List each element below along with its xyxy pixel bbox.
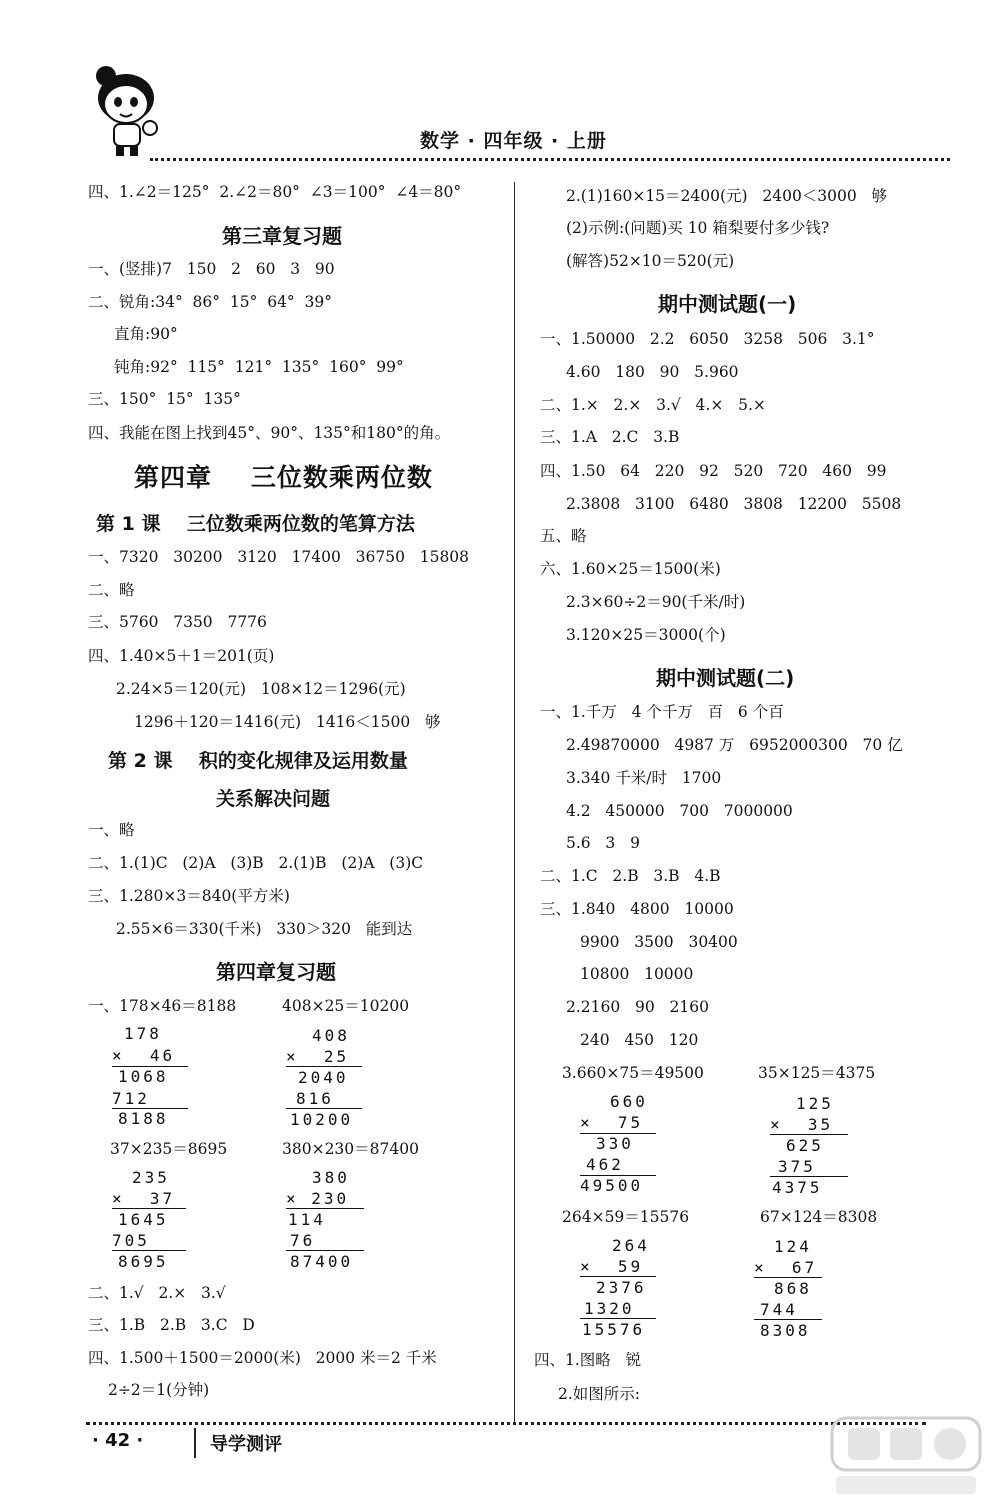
calc-row: 625: [786, 1136, 824, 1155]
calc-row: × 37: [112, 1189, 176, 1208]
calc-row: 264: [612, 1236, 650, 1255]
calc-row: 8308: [760, 1321, 811, 1340]
answer-line: 一、178×46＝8188: [88, 997, 237, 1015]
answer-line: 35×125＝4375: [758, 1064, 876, 1082]
calc-row: 10200: [290, 1110, 354, 1129]
answer-line: 三、150° 15° 135°: [88, 390, 241, 408]
answer-line: 四、我能在图上找到45°、90°、135°和180°的角。: [88, 424, 451, 442]
answer-line: 三、1.840 4800 10000: [540, 900, 734, 918]
answer-line: 2.(1)160×15＝2400(元) 2400＜3000 够: [566, 187, 888, 205]
watermark-logo-icon: [826, 1410, 986, 1500]
calc-row: × 46: [112, 1046, 176, 1065]
answer-line: 10800 10000: [580, 965, 694, 983]
answer-line: (解答)52×10＝520(元): [566, 252, 735, 270]
calc-rule: [754, 1319, 822, 1320]
answer-line: 2.55×6＝330(千米) 330＞320 能到达: [116, 920, 413, 938]
calc-rule: [770, 1134, 848, 1135]
calc-row: 330: [596, 1134, 634, 1153]
section-heading: 第三章复习题: [222, 224, 342, 248]
answer-line: 三、5760 7350 7776: [88, 613, 267, 631]
answer-line: 240 450 120: [580, 1031, 699, 1049]
calc-row: 2040: [298, 1068, 349, 1087]
answer-line: 2.24×5＝120(元) 108×12＝1296(元): [116, 680, 406, 698]
answer-line: 4.2 450000 700 7000000: [566, 802, 793, 820]
answer-line: 三、1.A 2.C 3.B: [540, 428, 680, 446]
answer-line: 2÷2＝1(分钟): [108, 1381, 210, 1399]
chapter-heading: 第四章 三位数乘两位数: [134, 463, 433, 492]
calc-rule: [286, 1108, 362, 1109]
calc-rule: [112, 1250, 186, 1251]
calc-rule: [580, 1276, 656, 1277]
header-dotted-rule: [150, 158, 950, 161]
calc-row: 15576: [582, 1320, 646, 1339]
calc-rule: [770, 1176, 848, 1177]
calc-row: 744: [760, 1300, 798, 1319]
answer-line: 264×59＝15576: [562, 1208, 690, 1226]
calc-row: 380: [312, 1168, 350, 1187]
answer-line: 3.660×75＝49500: [562, 1064, 704, 1082]
answer-line: 二、1.√ 2.× 3.√: [88, 1284, 226, 1302]
cartoon-girl-mascot-icon: [84, 62, 174, 162]
calc-rule: [286, 1250, 364, 1251]
calc-row: 408: [312, 1026, 350, 1045]
answer-line: 3.340 千米/时 1700: [566, 769, 722, 787]
answer-line: 四、1.图略 锐: [534, 1351, 642, 1369]
calc-row: 87400: [290, 1252, 354, 1271]
calc-row: 235: [132, 1168, 170, 1187]
page-number: · 42 ·: [92, 1430, 144, 1451]
calc-row: 4375: [772, 1178, 823, 1197]
section-heading: 期中测试题(二): [656, 666, 795, 690]
answer-line: 一、1.50000 2.2 6050 3258 506 3.1°: [540, 330, 875, 348]
lesson-heading: 关系解决问题: [216, 788, 331, 810]
calc-rule: [112, 1208, 186, 1209]
calc-row: 8188: [118, 1109, 169, 1128]
answer-line: 2.如图所示:: [558, 1385, 641, 1403]
calc-row: 114: [288, 1210, 326, 1229]
calc-rule: [286, 1066, 362, 1067]
calc-row: 712: [112, 1089, 150, 1108]
answer-line: 2.3×60÷2＝90(千米/时): [566, 593, 746, 611]
answer-line: 四、1.500＋1500＝2000(米) 2000 米＝2 千米: [88, 1349, 437, 1367]
answer-line: 5.6 3 9: [566, 834, 640, 852]
answer-line: 2.49870000 4987 万 6952000300 70 亿: [566, 736, 903, 754]
answer-line: 三、1.280×3＝840(平方米): [88, 887, 290, 905]
calc-row: × 25: [286, 1047, 350, 1066]
answer-line: 四、1.50 64 220 92 520 720 460 99: [540, 462, 887, 480]
series-brand: 导学测评: [210, 1434, 282, 1455]
footer-dotted-rule: [86, 1422, 926, 1425]
answer-line: 六、1.60×25＝1500(米): [540, 560, 721, 578]
calc-row: 816: [296, 1089, 334, 1108]
answer-line: 67×124＝8308: [760, 1208, 878, 1226]
calc-row: 1320: [584, 1299, 635, 1318]
answer-line: 一、(竖排)7 150 2 60 3 90: [88, 260, 335, 278]
answer-line: 四、1.∠2＝125° 2.∠2＝80° ∠3＝100° ∠4＝80°: [88, 183, 462, 201]
calc-row: 124: [774, 1237, 812, 1256]
calc-row: × 35: [770, 1115, 834, 1134]
answer-line: 37×235＝8695: [110, 1140, 228, 1158]
answer-line: 408×25＝10200: [282, 997, 410, 1015]
section-heading: 期中测试题(一): [658, 292, 797, 316]
answer-line: 二、1.C 2.B 3.B 4.B: [540, 867, 721, 885]
answer-line: 2.2160 90 2160: [566, 998, 709, 1016]
calc-row: 868: [774, 1279, 812, 1298]
calc-row: 462: [586, 1155, 624, 1174]
lesson-heading: 第 2 课 积的变化规律及运用数量: [108, 750, 408, 772]
answer-line: 一、略: [88, 821, 135, 839]
calc-row: 49500: [580, 1176, 644, 1195]
answer-line: 钝角:92° 115° 121° 135° 160° 99°: [114, 358, 404, 376]
answer-line: 4.60 180 90 5.960: [566, 363, 739, 381]
section-heading: 第四章复习题: [216, 960, 336, 984]
answer-line: (2)示例:(问题)买 10 箱梨要付多少钱?: [566, 219, 830, 237]
calc-row: 1068: [118, 1067, 169, 1086]
calc-row: 1645: [118, 1210, 169, 1229]
calc-row: 8695: [118, 1252, 169, 1271]
calc-row: × 59: [580, 1257, 644, 1276]
calc-row: 2376: [596, 1278, 647, 1297]
answer-line: 二、锐角:34° 86° 15° 64° 39°: [88, 293, 333, 311]
answer-line: 9900 3500 30400: [580, 933, 738, 951]
calc-rule: [286, 1208, 364, 1209]
calc-rule: [754, 1277, 822, 1278]
column-divider: [514, 182, 515, 1422]
answer-line: 直角:90°: [114, 325, 178, 343]
answer-line: 一、7320 30200 3120 17400 36750 15808: [88, 548, 470, 566]
book-title: 数学 · 四年级 · 上册: [420, 130, 607, 152]
answer-line: 三、1.B 2.B 3.C D: [88, 1316, 255, 1334]
page-header: [0, 0, 1000, 170]
answer-line: 1296＋120＝1416(元) 1416＜1500 够: [134, 713, 441, 731]
calc-row: × 230: [286, 1189, 350, 1208]
answer-line: 四、1.40×5＋1＝201(页): [88, 647, 275, 665]
answer-line: 2.3808 3100 6480 3808 12200 5508: [566, 495, 902, 513]
calc-row: × 67: [754, 1258, 818, 1277]
answer-line: 五、略: [540, 527, 587, 545]
calc-row: 375: [778, 1157, 816, 1176]
calc-row: 178: [124, 1024, 162, 1043]
answer-line: 二、略: [88, 581, 135, 599]
answer-line: 二、1.(1)C (2)A (3)B 2.(1)B (2)A (3)C: [88, 854, 424, 872]
calc-row: 76: [290, 1231, 316, 1250]
calc-row: 125: [796, 1094, 834, 1113]
calc-rule: [580, 1318, 656, 1319]
calc-row: × 75: [580, 1113, 644, 1132]
answer-line: 二、1.× 2.× 3.√ 4.× 5.×: [540, 396, 766, 414]
lesson-heading: 第 1 课 三位数乘两位数的笔算方法: [96, 513, 415, 535]
answer-line: 一、1.千万 4 个千万 百 6 个百: [540, 703, 784, 721]
calc-row: 705: [112, 1231, 150, 1250]
answer-line: 3.120×25＝3000(个): [566, 626, 726, 644]
calc-row: 660: [610, 1092, 648, 1111]
answer-line: 380×230＝87400: [282, 1140, 419, 1158]
footer-divider: [194, 1428, 196, 1458]
